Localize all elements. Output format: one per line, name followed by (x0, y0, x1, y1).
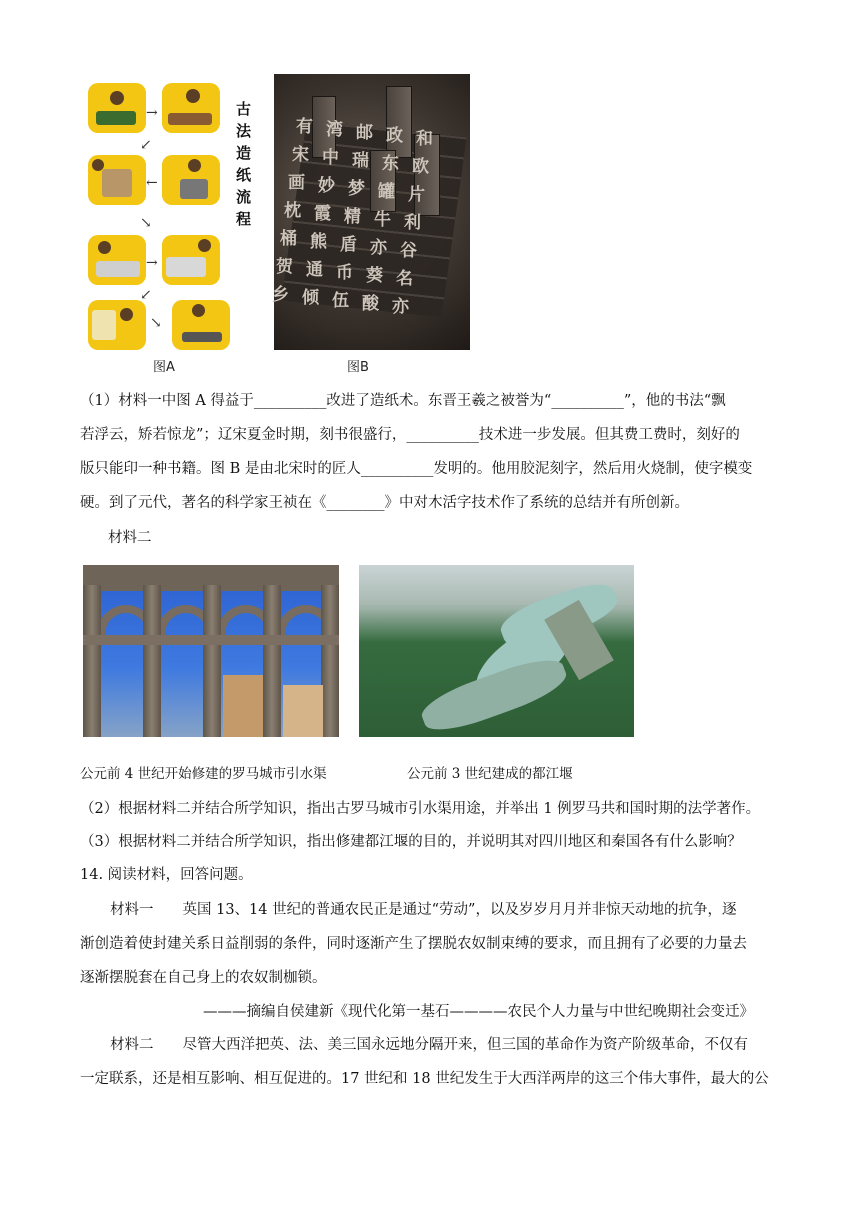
m14-2-line-2: 一定联系，还是相互影响、相互促进的。17 世纪和 18 世纪发生于大西洋两岸的这三个伟大事件，最大的公 (80, 1071, 769, 1087)
type-glyph: 币 (336, 263, 353, 283)
arrow-icon: ← (146, 175, 158, 191)
type-glyph: 贺 (276, 257, 293, 277)
step-illustration (88, 155, 146, 205)
type-glyph: 中 (322, 148, 339, 168)
figure-a-caption: 图A (153, 360, 175, 375)
step-illustration (88, 300, 146, 350)
type-glyph: 名 (396, 269, 413, 289)
step-illustration (162, 83, 220, 133)
type-glyph: 盾 (340, 235, 357, 255)
q1-line-1: （1）材料一中图 A 得益于__________改进了造纸术。东晋王羲之被誉为“__________”，他的书法“飘 (80, 393, 726, 409)
m14-1-line-3: 逐渐摆脱套在自己身上的农奴制枷锁。 (80, 970, 327, 986)
type-glyph: 瑞 (352, 151, 369, 171)
q1-line-2: 若浮云，矫若惊龙”；辽宋夏金时期，刻书很盛行，__________技术进一步发展。但其费工费时，刻好的 (80, 427, 740, 443)
type-glyph: 东 (382, 154, 399, 174)
type-glyph: 亦 (370, 238, 387, 258)
type-glyph: 酸 (362, 294, 379, 314)
type-glyph: 通 (306, 260, 323, 280)
type-glyph: 桶 (280, 229, 297, 249)
m14-2-line-1: 材料二 尽管大西洋把英、法、美三国永远地分隔开来，但三国的革命作为资产阶级革命，不仅有 (110, 1037, 748, 1053)
type-glyph: 葵 (366, 266, 383, 286)
type-glyph: 枕 (284, 201, 301, 221)
material-2-label: 材料二 (108, 530, 152, 546)
step-illustration (88, 235, 146, 285)
arrow-icon: ↘ (150, 315, 162, 331)
q2: （2）根据材料二并结合所学知识，指出古罗马城市引水渠用途，并举出 1 例罗马共和国时期的法学著作。 (80, 801, 761, 817)
arrow-icon: → (146, 105, 158, 121)
aqueduct-caption: 公元前 4 世纪开始修建的罗马城市引水渠 (80, 766, 327, 782)
type-glyph: 倾 (302, 288, 319, 308)
step-illustration (162, 155, 220, 205)
type-glyph: 欧 (412, 157, 429, 177)
type-glyph: 霞 (314, 204, 331, 224)
q3: （3）根据材料二并结合所学知识，指出修建都江堰的目的，并说明其对四川地区和秦国各有什么影响？ (80, 834, 742, 850)
arrow-icon: → (146, 255, 158, 271)
dujiangyan-photo (359, 565, 634, 737)
type-glyph: 利 (404, 213, 421, 233)
type-glyph: 牛 (374, 210, 391, 230)
type-glyph: 宋 (292, 145, 309, 165)
type-glyph: 片 (408, 185, 425, 205)
m14-1-source: ———摘编自侯建新《现代化第一基石————农民个人力量与中世纪晚期社会变迁》 (203, 1004, 754, 1020)
type-glyph: 梦 (348, 179, 365, 199)
type-glyph: 画 (288, 173, 305, 193)
q14-heading: 14. 阅读材料，回答问题。 (80, 867, 253, 883)
type-glyph: 乡 (272, 285, 289, 305)
figure-b-caption: 图B (347, 360, 369, 375)
type-glyph: 精 (344, 207, 361, 227)
arrow-icon: ↙ (140, 287, 152, 303)
type-glyph: 伍 (332, 291, 349, 311)
step-illustration (88, 83, 146, 133)
type-glyph: 亦 (392, 297, 409, 317)
type-glyph: 熊 (310, 232, 327, 252)
type-glyph: 妙 (318, 176, 335, 196)
step-illustration (172, 300, 230, 350)
figure-b-movable-type (274, 74, 470, 350)
type-glyph: 和 (416, 129, 433, 149)
q1-line-4: 硬。到了元代，著名的科学家王祯在《________》中对木活字技术作了系统的总结并有所创新。 (80, 495, 689, 511)
roman-aqueduct-photo (83, 565, 339, 737)
type-glyph: 有 (296, 117, 313, 137)
figure-a-title: 古法造纸流程 (236, 100, 252, 228)
m14-1-line-1: 材料一 英国 13、14 世纪的普通农民正是通过“劳动”，以及岁岁月月并非惊天动地的抗争，逐 (110, 902, 737, 918)
dujiangyan-caption: 公元前 3 世纪建成的都江堰 (407, 766, 573, 782)
type-glyph: 湾 (326, 120, 343, 140)
type-glyph: 邮 (356, 123, 373, 143)
step-illustration (162, 235, 220, 285)
q1-line-3: 版只能印一种书籍。图 B 是由北宋时的匠人__________发明的。他用胶泥刻字，然后用火烧制，使字模变 (80, 461, 753, 477)
m14-1-line-2: 渐创造着使封建关系日益削弱的条件，同时逐渐产生了摆脱农奴制束缚的要求，而且拥有了必要的力量去 (80, 936, 747, 952)
type-glyph: 罐 (378, 182, 395, 202)
arrow-icon: ↙ (140, 137, 152, 153)
figure-a-papermaking (80, 75, 260, 350)
type-glyph: 政 (386, 126, 403, 146)
arrow-icon: ↘ (140, 215, 152, 231)
type-glyph: 谷 (400, 241, 417, 261)
